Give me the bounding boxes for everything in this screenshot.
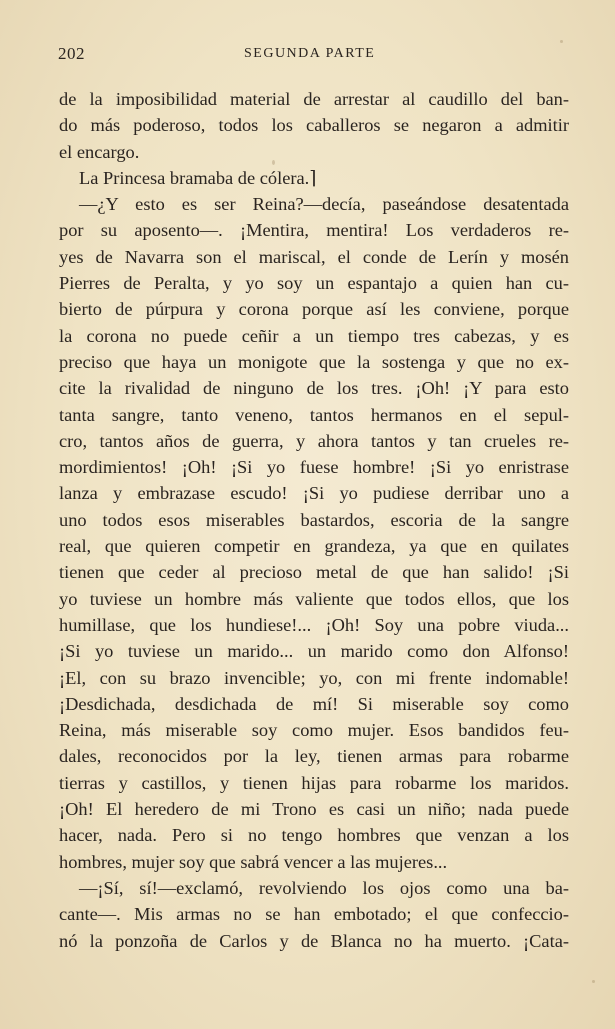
- text-line: Reina, más miserable soy como mujer. Esos bandidos feu-: [59, 720, 569, 741]
- text-line: de la imposibilidad material de arrestar al caudillo del ban-: [59, 89, 569, 109]
- text-line: hombres, mujer soy que sabrá vencer a las mujeres...: [59, 851, 448, 872]
- text-line: do más poderoso, todos los caballeros se negaron a admitir: [59, 115, 569, 136]
- text-line: tienen que ceder al precioso metal de que han salido! ¡Si: [59, 562, 569, 583]
- text-line: tanta sangre, tanto veneno, tantos hermanos en el sepul-: [59, 404, 569, 425]
- text-line: por su aposento—. ¡Mentira, mentira! Los verdaderos re-: [59, 220, 569, 241]
- text-line: ¡El, con su brazo invencible; yo, con mi frente indomable!: [59, 667, 569, 688]
- text-line: humillase, que los hundiese!... ¡Oh! Soy una pobre viuda...: [59, 614, 569, 635]
- text-line: hacer, nada. Pero si no tengo hombres que venzan a los: [59, 825, 569, 846]
- text-line: cante—. Mis armas no se han embotado; el que confeccio-: [59, 904, 569, 925]
- text-line: preciso que haya un monigote que la sostenga y que no ex-: [59, 351, 569, 372]
- text-line: lanza y embrazase escudo! ¡Si yo pudiese derribar uno a: [59, 483, 569, 504]
- text-line: Pierres de Peralta, y yo soy un espantajo a quien han cu-: [59, 273, 569, 294]
- body-text: [59, 86, 569, 954]
- text-line: ¡Si yo tuviese un marido... un marido como don Alfonso!: [59, 641, 569, 662]
- page-number: 202: [58, 44, 85, 63]
- text-line: cite la rivalidad de ninguno de los tres. ¡Oh! ¡Y para esto: [59, 378, 569, 399]
- paper-speck: [592, 980, 595, 983]
- text-line: ¡Desdichada, desdichada de mí! Si miserable soy como: [59, 693, 569, 714]
- running-head: SEGUNDA PARTE: [244, 46, 376, 61]
- text-line: La Princesa bramaba de cólera.⌉: [79, 167, 317, 188]
- text-line: dales, reconocidos por la ley, tienen armas para robarme: [59, 746, 569, 767]
- text-line: ¡Oh! El heredero de mi Trono es casi un niño; nada puede: [59, 799, 569, 820]
- text-line: tierras y castillos, y tienen hijas para robarme los maridos.: [59, 772, 569, 793]
- text-line: nó la ponzoña de Carlos y de Blanca no ha muerto. ¡Cata-: [59, 930, 569, 951]
- paper-speck: [560, 40, 563, 43]
- text-line: real, que quieren competir en grandeza, ya que en quilates: [59, 536, 569, 557]
- text-line: yo tuviese un hombre más valiente que todos ellos, que los: [59, 588, 569, 609]
- text-line: el encargo.: [59, 141, 140, 162]
- text-line: uno todos esos miserables bastardos, escoria de la sangre: [59, 509, 569, 530]
- text-line: cro, tantos años de guerra, y ahora tantos y tan crueles re-: [59, 430, 569, 451]
- text-line: bierto de púrpura y corona porque así les conviene, porque: [59, 299, 569, 320]
- text-line: mordimientos! ¡Oh! ¡Si yo fuese hombre! ¡Si yo enristrase: [59, 457, 569, 478]
- text-line: yes de Navarra son el mariscal, el conde de Lerín y mosén: [59, 246, 569, 267]
- text-line: la corona no puede ceñir a un tiempo tres cabezas, y es: [59, 325, 569, 346]
- page-header: [58, 44, 568, 68]
- text-line: —¿Y esto es ser Reina?—decía, paseándose desatentada: [79, 194, 569, 215]
- text-line: —¡Sí, sí!—exclamó, revolviendo los ojos como una ba-: [79, 877, 569, 898]
